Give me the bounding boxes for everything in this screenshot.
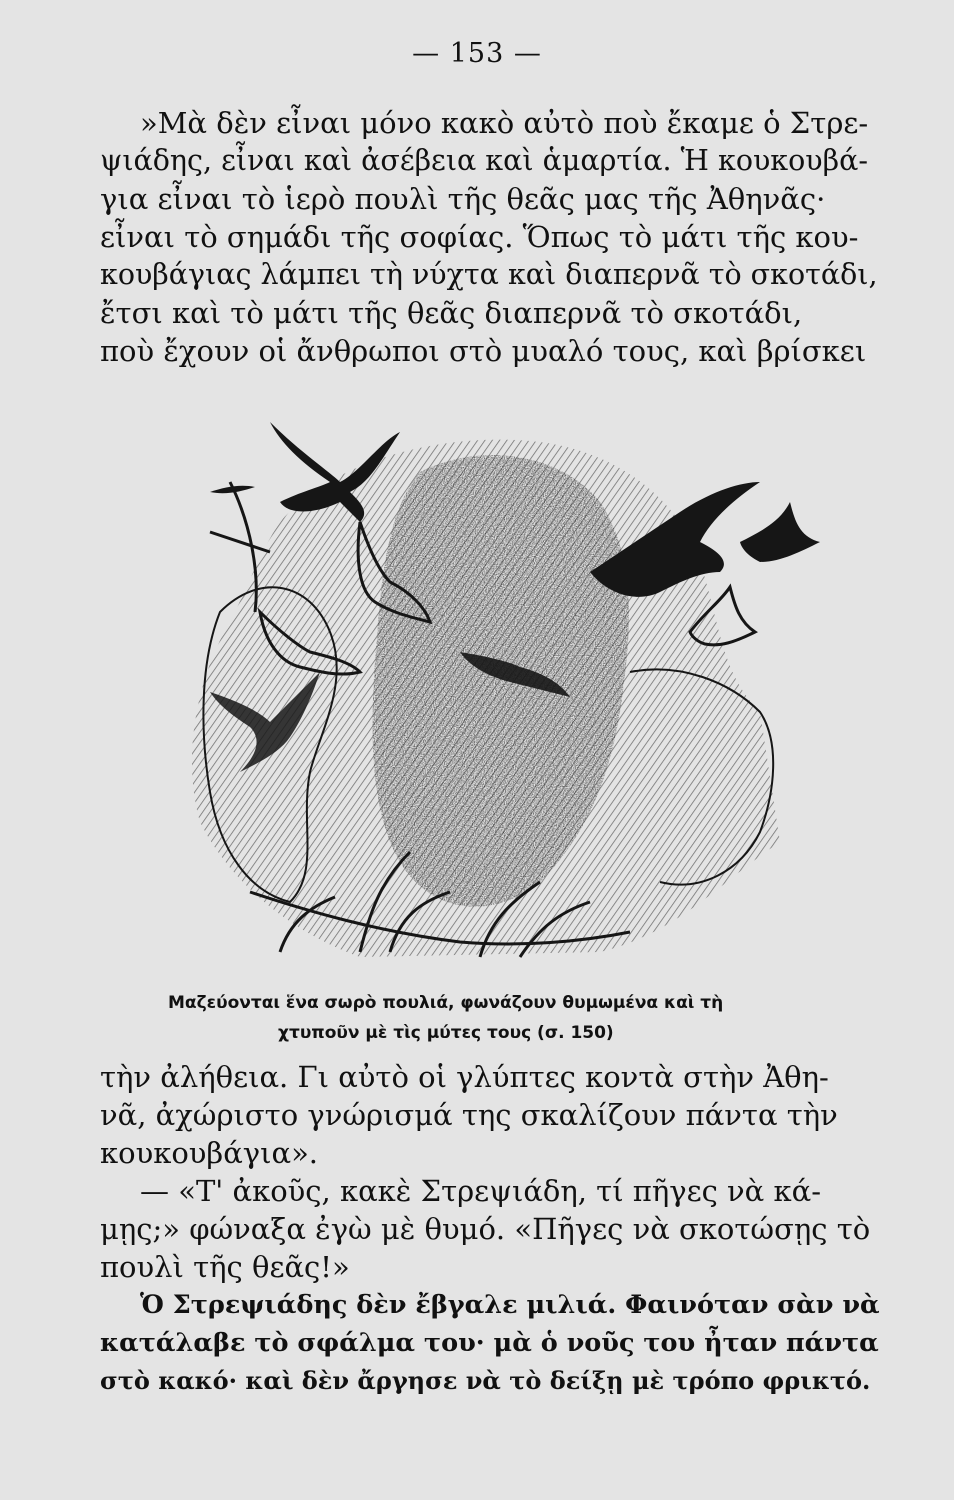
- bird-icon: [740, 502, 820, 562]
- text-line: στὸ κακό· καὶ δὲν ἄργησε νὰ τὸ δείξῃ μὲ τρόπο φρικτό.: [100, 1366, 871, 1395]
- text-line: νᾶ, ἀχώριστο γνώρισμά της σκαλίζουν πάντα τὴν: [100, 1098, 838, 1132]
- text-line: μῃς;» φώναξα ἐγὼ μὲ θυμό. «Πῆγες νὰ σκοτώσῃς τὸ: [100, 1212, 871, 1246]
- text-line: Ὁ Στρεψιάδης δὲν ἔβγαλε μιλιά. Φαινόταν σὰν νὰ: [140, 1290, 880, 1320]
- bottom-paragraph: [100, 1058, 880, 1286]
- text-line: κουκουβάγια».: [100, 1136, 319, 1170]
- illustration-caption: [168, 988, 828, 1048]
- bird-icon: [210, 486, 255, 493]
- text-line: πουλὶ τῆς θεᾶς!»: [100, 1250, 350, 1284]
- text-line: ποὺ ἔχουν οἱ ἄνθρωποι στὸ μυαλό τους, καὶ βρίσκει: [100, 334, 867, 368]
- birds-illustration: [160, 412, 828, 968]
- text-line: »Μὰ δὲν εἶναι μόνο κακὸ αὐτὸ ποὺ ἔκαμε ὁ Στρε-: [140, 106, 869, 140]
- text-line: για εἶναι τὸ ἱερὸ πουλὶ τῆς θεᾶς μας τῆς Ἀθηνᾶς·: [100, 182, 826, 216]
- text-line: κουβάγιας λάμπει τὴ νύχτα καὶ διαπερνᾶ τὸ σκοτάδι,: [100, 258, 878, 291]
- top-paragraph: [100, 104, 880, 370]
- text-line: ψιάδης, εἶναι καὶ ἀσέβεια καὶ ἁμαρτία. Ἡ κουκουβά-: [100, 144, 868, 177]
- text-line: κατάλαβε τὸ σφάλμα του· μὰ ὁ νοῦς του ἦταν πάντα: [100, 1328, 879, 1358]
- caption-line: χτυποῦν μὲ τὶς μύτες τους (σ. 150): [278, 1023, 614, 1043]
- text-line: τὴν ἀλήθεια. Γι αὐτὸ οἱ γλύπτες κοντὰ στὴν Ἀθη-: [100, 1060, 829, 1094]
- caption-line: Μαζεύονται ἕνα σωρὸ πουλιά, φωνάζουν θυμωμένα καὶ τὴ: [168, 993, 724, 1013]
- page-number: — 153 —: [412, 38, 542, 69]
- bold-paragraph: [100, 1286, 880, 1400]
- text-line: εἶναι τὸ σημάδι τῆς σοφίας. Ὅπως τὸ μάτι τῆς κου-: [100, 220, 859, 254]
- text-line: ἔτσι καὶ τὸ μάτι τῆς θεᾶς διαπερνᾶ τὸ σκοτάδι,: [100, 296, 803, 330]
- text-line: — «Τ' ἀκοῦς, κακὲ Στρεψιάδη, τί πῆγες νὰ κά-: [140, 1174, 821, 1208]
